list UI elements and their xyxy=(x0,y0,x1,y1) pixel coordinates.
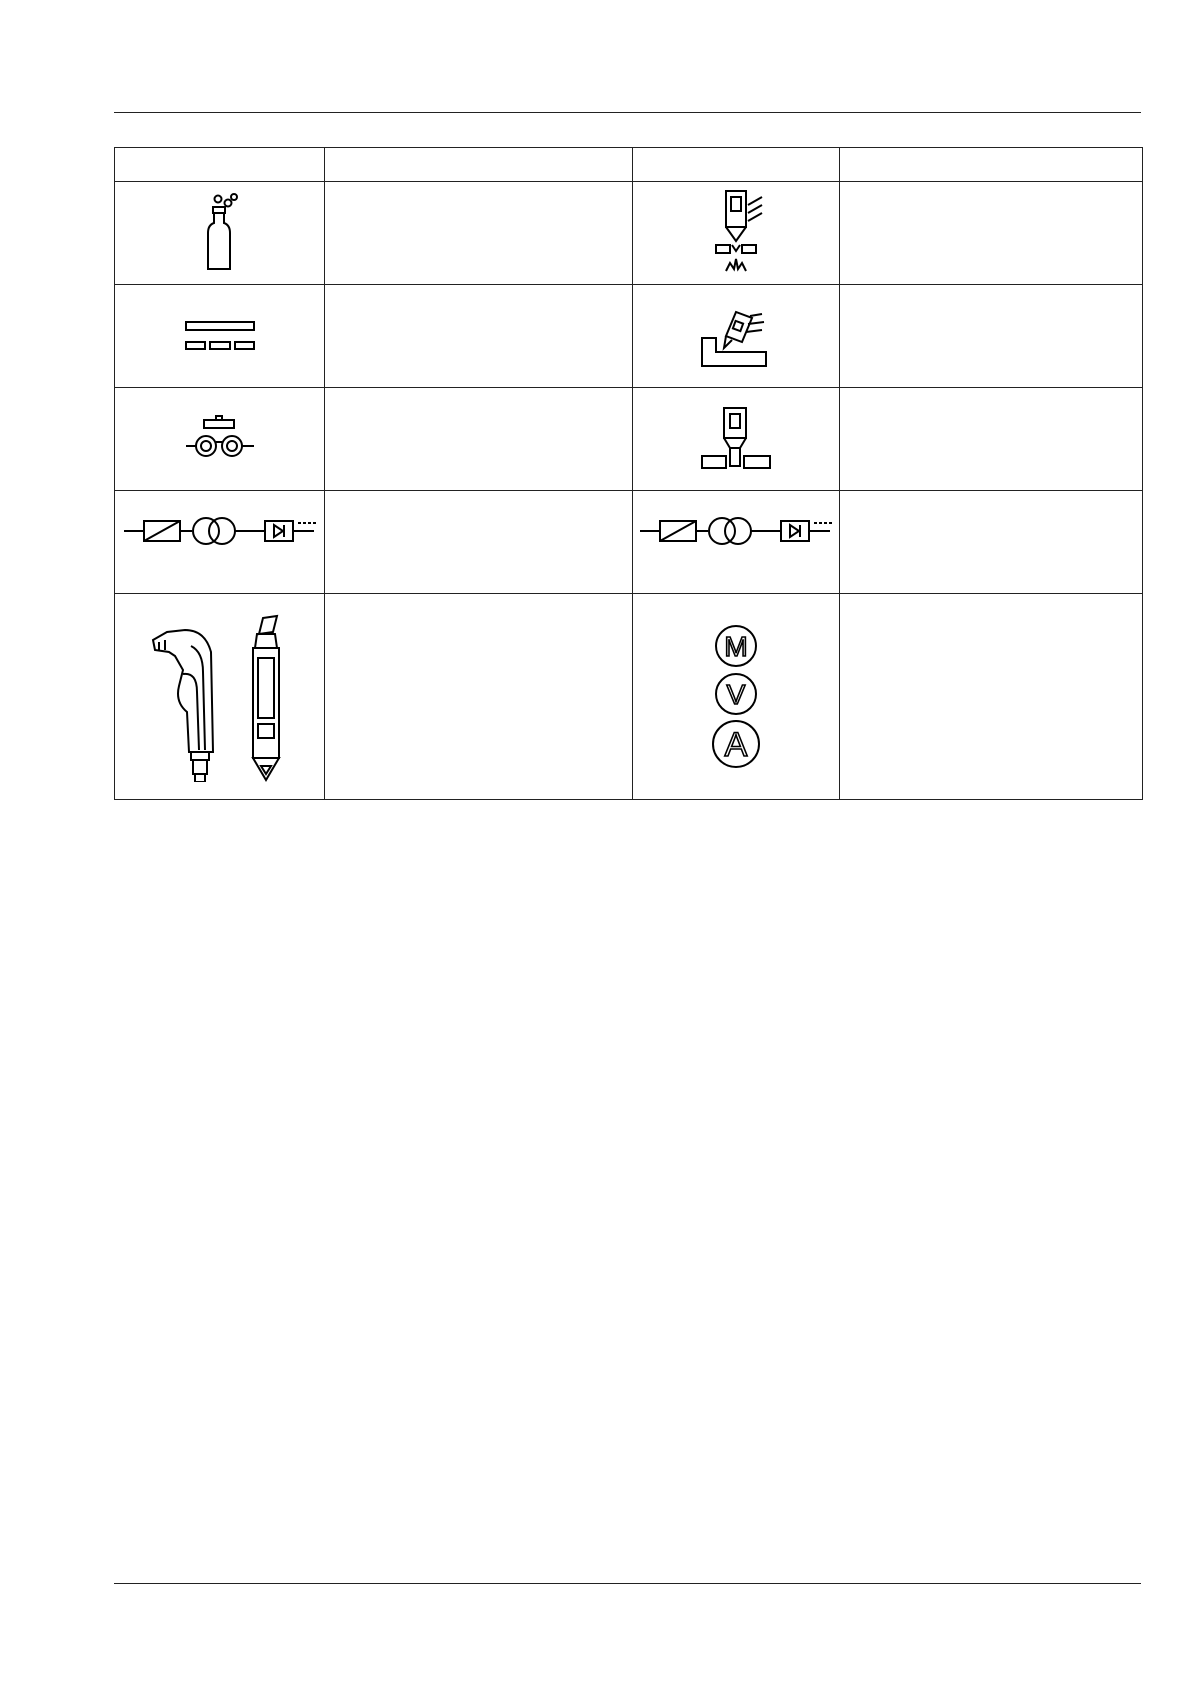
meter-m-letter: M xyxy=(724,630,748,662)
wire-feed-rollers-icon xyxy=(180,414,260,464)
description-cell xyxy=(325,594,633,800)
header-cell-symbol-1 xyxy=(115,148,325,182)
inverter-transformer-rectifier-icon xyxy=(638,515,834,547)
table-row xyxy=(115,491,1143,594)
description-cell xyxy=(840,182,1143,285)
table-row xyxy=(115,182,1143,285)
table-row xyxy=(115,594,1143,800)
direct-current-icon xyxy=(180,316,260,356)
table-header-row xyxy=(115,148,1143,182)
symbol-cell xyxy=(633,491,840,594)
hand-and-machine-torch-icon xyxy=(145,612,295,782)
description-cell xyxy=(840,594,1143,800)
symbol-cell xyxy=(633,388,840,491)
header-cell-symbol-2 xyxy=(633,148,840,182)
gas-cylinder-icon xyxy=(190,193,250,273)
symbol-cell xyxy=(633,594,840,800)
description-cell xyxy=(325,285,633,388)
description-cell xyxy=(840,388,1143,491)
symbol-cell xyxy=(633,285,840,388)
description-cell xyxy=(325,388,633,491)
plasma-gouging-icon xyxy=(696,296,776,376)
plasma-torch-workpiece-icon xyxy=(696,404,776,474)
footer-rule xyxy=(114,1583,1141,1584)
mva-meter-icons xyxy=(701,622,771,772)
meter-a-letter: A xyxy=(724,725,748,764)
plasma-cutting-icon xyxy=(696,187,776,279)
meter-v-letter: V xyxy=(726,678,746,710)
description-cell xyxy=(840,491,1143,594)
header-rule xyxy=(114,112,1141,113)
symbol-cell xyxy=(115,491,325,594)
description-cell xyxy=(840,285,1143,388)
header-cell-description-2 xyxy=(840,148,1143,182)
table-row xyxy=(115,285,1143,388)
description-cell xyxy=(325,491,633,594)
table-row xyxy=(115,388,1143,491)
symbol-cell xyxy=(115,182,325,285)
symbol-cell xyxy=(633,182,840,285)
symbol-cell xyxy=(115,594,325,800)
header-cell-description-1 xyxy=(325,148,633,182)
symbols-table xyxy=(114,147,1143,800)
symbol-cell xyxy=(115,388,325,491)
description-cell xyxy=(325,182,633,285)
inverter-transformer-rectifier-icon xyxy=(122,515,318,547)
symbol-cell xyxy=(115,285,325,388)
